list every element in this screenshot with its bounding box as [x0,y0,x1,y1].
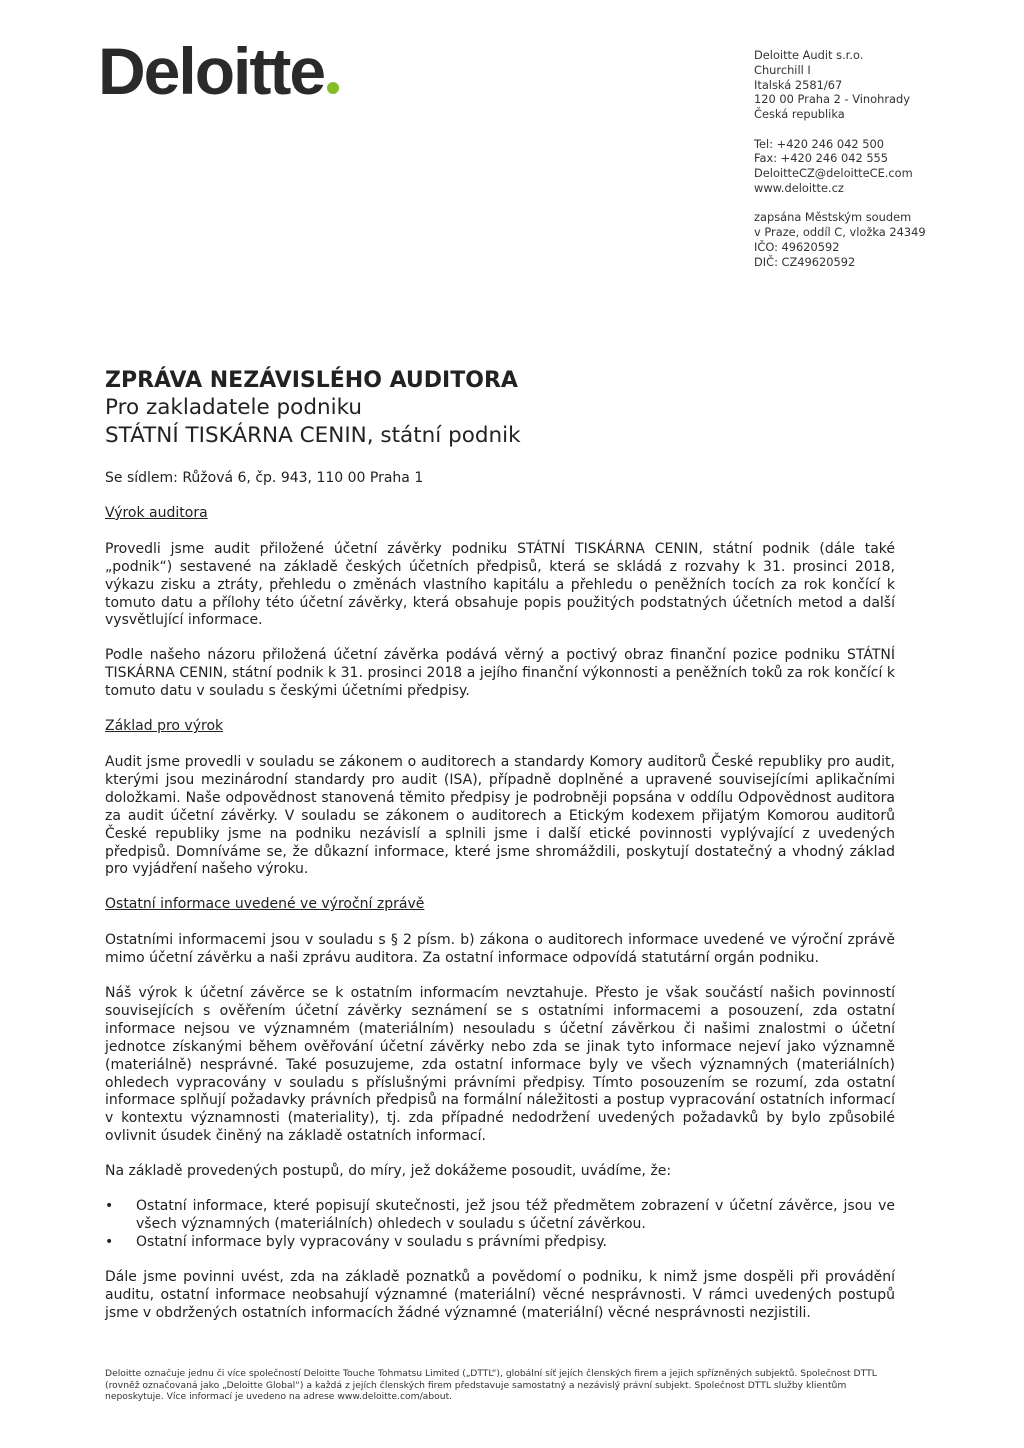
email: DeloitteCZ@deloitteCE.com [754,166,913,181]
address-line: Churchill I [754,62,811,77]
section-heading-opinion: Výrok auditora [105,504,208,521]
dic: DIČ: CZ49620592 [754,254,856,269]
paragraph: Náš výrok k účetní závěrce se k ostatním informacím nevztahuje. Přesto je však součástí našich povinností souvisejících s ověřením účetní závěrky seznámení se s ostatními informacemi a posouzení, zda ostatní informace nejsou ve významném (materiálním) nesouladu s účetní závěrkou či našimi znalostmi o účetní jednotce získanými během ověřování účetní závěrky nebo zda se jinak tyto informace nejeví jako významně (materiálně) nesprávné. Také posuzujeme, zda ostatní informace byly ve všech významných (materiálních) ohledech vypracovány v souladu s příslušnými právními předpisy. Tímto posouzením se rozumí, zda ostatní informace splňují požadavky právních předpisů na formální náležitosti a postup vypracování ostatních informací v kontextu významnosti (materiality), tj. zda případné nedodržení uvedených požadavků by bylo způsobilé ovlivnit úsudek činěný na základě ostatních informací. [105,985,895,1145]
address-line: Deloitte Audit s.r.o. [754,48,864,62]
paragraph: Na základě provedených postupů, do míry, jež dokážeme posoudit, uvádíme, že: [105,1163,672,1180]
paragraph: Ostatními informacemi jsou v souladu s § 2 písm. b) zákona o auditorech informace uvedené ve výroční zprávě mimo účetní závěrku a naši zprávu auditora. Za ostatní informace odpovídá statutární orgán podniku. [105,932,895,967]
legal-footer: Deloitte označuje jednu či více společností Deloitte Touche Tohmatsu Limited („DTTL“), globální síť jejích členských firem a jejich spřízněných subjektů. Společnost DTTL (rovněž označovaná jako „Deloitte Global“) a každá z jejích členských firem představuje samostatný a nezávislý právní subjekt. Společnost DTTL služby klientům neposkytuje. Více informací je uvedeno na adrese www.deloitte.com/about. [105,1368,877,1403]
registered-seat: Se sídlem: Růžová 6, čp. 943, 110 00 Praha 1 [105,470,424,486]
paragraph: Provedli jsme audit přiložené účetní závěrky podniku STÁTNÍ TISKÁRNA CENIN, státní podnik (dále také „podnik“) sestavené na základě českých účetních předpisů, která se skládá z rozvahy k 31. prosinci 2018, výkazu zisku a ztráty, přehledu o změnách vlastního kapitálu a přehledu o peněžních tocích za rok končící k tomuto datu a přílohy této účetní závěrky, která obsahuje popis použitých podstatných účetních metod a další vysvětlující informace. [105,540,895,629]
company-address-block [754,48,1014,284]
logo-dot [327,82,339,94]
contact-lines [754,137,1014,196]
paragraph: Audit jsme provedli v souladu se zákonem o auditorech a standardy Komory auditorů České republiky pro audit, kterými jsou mezinárodní standardy pro audit (ISA), případně doplněné a upravené souvisejícími aplikačními doložkami. Naše odpovědnost stanovená těmito předpisy je podrobněji popsána v oddílu Odpovědnost auditora za audit účetní závěrky. V souladu se zákonem o auditorech a Etickým kodexem přijatým Komorou auditorů České republiky jsme na podniku nezávislí a splnili jsme i další etické povinnosti vyplývající z uvedených předpisů. Domníváme se, že důkazní informace, které jsme shromáždili, poskytují dostatečný a vhodný základ pro vyjádření našeho výroku. [105,753,895,878]
paragraph: Dále jsme povinni uvést, zda na základě poznatků a povědomí o podniku, k nimž jsme dospěli při provádění auditu, ostatní informace neobsahují významné (materiální) věcné nesprávnosti. V rámci uvedených postupů jsme v obdržených ostatních informacích žádné významné (materiální) věcné nesprávnosti nezjistili. [105,1268,895,1321]
ico: IČO: 49620592 [754,239,840,254]
registration-line: zapsána Městským soudem [754,210,912,225]
address-line: 120 00 Praha 2 - Vinohrady [754,92,910,107]
bullet-list [105,1198,895,1252]
logo-text: Deloitte [98,34,325,108]
list-item: • Ostatní informace, které popisují skutečnosti, jež jsou též předmětem zobrazení v účetní závěrce, jsou ve všech významných (materiálních) ohledech v souladu s účetní závěrkou. [105,1198,895,1234]
registration-lines [754,210,1014,269]
report-title: ZPRÁVA NEZÁVISLÉHO AUDITORA [105,368,518,393]
address-line: Česká republika [754,107,845,122]
phone: Tel: +420 246 042 500 [754,136,885,151]
address-line: Italská 2581/67 [754,77,843,92]
registration-line: v Praze, oddíl C, vložka 24349 [754,225,926,240]
address-lines [754,48,1014,122]
website: www.deloitte.cz [754,180,844,195]
deloitte-logo [98,34,339,108]
report-entity: STÁTNÍ TISKÁRNA CENIN, státní podnik [105,423,521,448]
report-title-block [105,368,905,450]
fax: Fax: +420 246 042 555 [754,151,889,166]
section-heading-basis: Základ pro výrok [105,718,224,735]
report-body [105,470,895,1340]
paragraph: Podle našeho názoru přiložená účetní závěrka podává věrný a poctivý obraz finanční pozice podniku STÁTNÍ TISKÁRNA CENIN, státní podnik k 31. prosinci 2018 a jejího finanční výkonnosti a peněžních toků za rok končící k tomuto datu v souladu s českými účetními předpisy. [105,647,895,700]
section-heading-other-info: Ostatní informace uvedené ve výroční zprávě [105,896,425,913]
list-item: • Ostatní informace byly vypracovány v souladu s právními předpisy. [105,1234,895,1252]
report-subtitle: Pro zakladatele podniku [105,395,362,420]
